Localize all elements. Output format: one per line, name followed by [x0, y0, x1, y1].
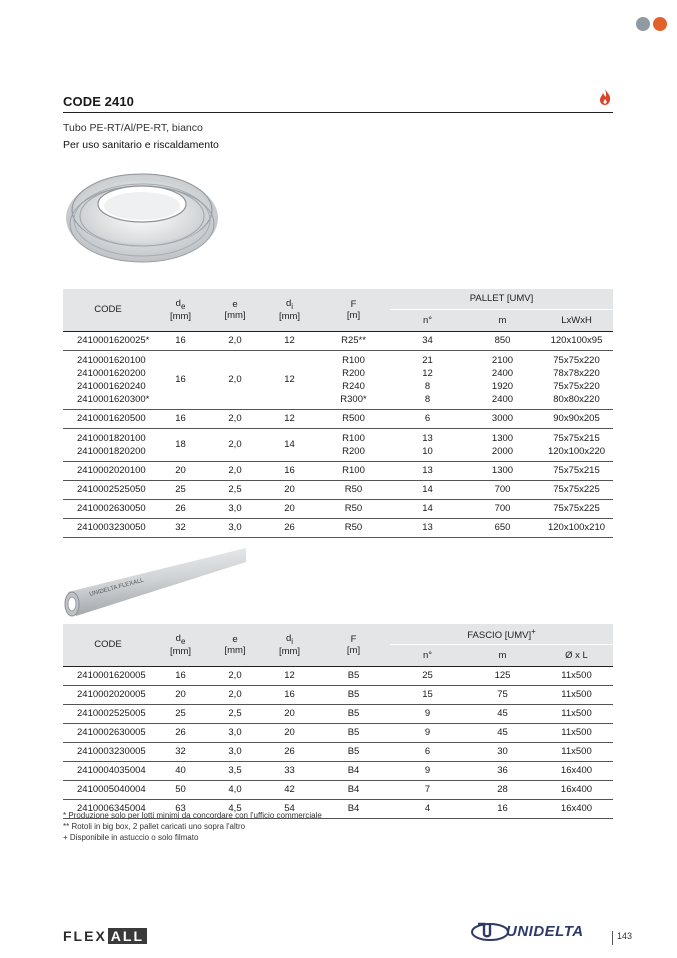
cell-de: 50	[175, 784, 186, 795]
cell-e: 4,0	[228, 784, 242, 795]
page-title: CODE 2410	[63, 94, 134, 109]
cell-m-line: 2400	[491, 367, 514, 379]
cell-dim	[540, 331, 613, 350]
table-row	[63, 742, 613, 761]
cell-e: 2,5	[228, 708, 242, 719]
cell-n	[390, 461, 465, 480]
cell-f: B5	[347, 689, 360, 700]
cell-n-line: 12	[422, 367, 433, 379]
cell-code-line: 2410001620025*	[77, 335, 150, 346]
cell-di: 33	[284, 765, 295, 776]
table-row	[63, 666, 613, 685]
cell-f: B5	[347, 727, 360, 738]
cell-dim-line: 75x75x215	[553, 465, 600, 476]
cell-di: 12	[284, 374, 295, 385]
col-dim: LxWxH	[540, 309, 613, 331]
cell-m: 45	[497, 727, 508, 738]
cell-f-line: R50	[344, 503, 363, 514]
cell-dim	[540, 461, 613, 480]
cell-code	[63, 499, 153, 518]
table-row	[63, 704, 613, 723]
cell-code	[63, 518, 153, 537]
cell-m-line: 700	[494, 484, 511, 495]
cell-dim: 16x400	[560, 803, 593, 814]
cell-code-line: 2410001620240	[77, 380, 146, 392]
cell-f	[317, 480, 390, 499]
cell-m: 16	[497, 803, 508, 814]
cell-n	[390, 331, 465, 350]
cell-di: 16	[284, 465, 295, 476]
cell-n-line: 8	[424, 380, 431, 392]
cell-m-line: 700	[494, 503, 511, 514]
cell-n-line: 10	[422, 445, 433, 457]
cell-e: 3,5	[228, 765, 242, 776]
cell-di: 20	[284, 708, 295, 719]
cell-code	[63, 461, 153, 480]
cell-di: 16	[284, 689, 295, 700]
grid-category-icon	[636, 17, 650, 31]
cell-di: 12	[284, 335, 295, 346]
cell-m	[465, 350, 540, 409]
table-row	[63, 480, 613, 499]
cell-n: 15	[422, 689, 433, 700]
cell-n	[390, 480, 465, 499]
cell-f	[317, 331, 390, 350]
bundle-table	[63, 624, 613, 819]
cell-dim-line: 120x100x220	[547, 445, 606, 457]
cell-n: 25	[422, 670, 433, 681]
pallet-table	[63, 289, 613, 538]
flame-icon	[598, 88, 612, 106]
product-usage: Per uso sanitario e riscaldamento	[63, 139, 219, 151]
cell-dim-line: 78x78x220	[553, 367, 600, 379]
cell-n-line: 13	[422, 432, 433, 444]
cell-m-line: 3000	[491, 413, 514, 424]
cell-f: B4	[347, 803, 360, 814]
pipe-coil-image	[62, 160, 222, 270]
cell-de: 26	[175, 727, 186, 738]
cell-n-line: 21	[422, 354, 433, 366]
cell-f: B5	[347, 746, 360, 757]
cell-m-line: 1300	[491, 432, 514, 444]
cell-f	[317, 518, 390, 537]
cell-f-line: R200	[342, 445, 365, 457]
cell-de: 40	[175, 765, 186, 776]
cell-n-line: 13	[422, 522, 433, 533]
cell-f: B4	[347, 765, 360, 776]
cell-e: 2,0	[228, 689, 242, 700]
cell-m	[465, 409, 540, 428]
cell-n: 4	[424, 803, 431, 814]
cell-code	[63, 428, 153, 461]
cell-code	[63, 480, 153, 499]
cell-code	[63, 350, 153, 409]
table-row	[63, 331, 613, 350]
table-row	[63, 518, 613, 537]
cell-dim-line: 75x75x220	[553, 380, 600, 392]
cell-dim-line: 120x100x210	[547, 522, 606, 533]
cell-m: 36	[497, 765, 508, 776]
cell-dim: 11x500	[561, 670, 592, 681]
cell-di: 12	[284, 670, 295, 681]
cell-m: 75	[497, 689, 508, 700]
col-e: e [mm]	[208, 289, 262, 331]
straight-pipe-image	[62, 544, 248, 622]
table-row	[63, 685, 613, 704]
cell-m-line: 650	[494, 522, 511, 533]
col-di: $d_i$ [mm]	[262, 624, 317, 666]
cell-n-line: 6	[424, 413, 431, 424]
flexall-logo: FLEX ALL	[63, 928, 147, 944]
cell-m-line: 1920	[491, 380, 514, 392]
cell-f	[317, 409, 390, 428]
cell-dim	[540, 499, 613, 518]
cell-e: 2,0	[228, 439, 242, 450]
col-group-fascio: FASCIO [UMV]+	[390, 624, 613, 644]
cell-di: 26	[284, 522, 295, 533]
cell-code-line: 2410001820200	[77, 445, 146, 457]
cell-di: 54	[284, 803, 295, 814]
cell-m	[465, 518, 540, 537]
cell-n	[390, 409, 465, 428]
cell-n-line: 14	[422, 484, 433, 495]
cell-code: 2410006345004	[77, 803, 146, 814]
cell-di: 20	[284, 727, 295, 738]
category-icons	[636, 17, 667, 31]
cell-f: B4	[347, 784, 360, 795]
cell-code-line: 2410002630050	[77, 503, 146, 514]
cell-code: 2410002020005	[77, 689, 146, 700]
footnote: + Disponibile in astuccio o solo filmato	[63, 833, 199, 842]
footnote: * Produzione solo per lotti minimi da concordare con l'ufficio commerciale	[63, 811, 322, 820]
cell-e: 3,0	[228, 503, 242, 514]
cell-f	[317, 428, 390, 461]
table-row	[63, 761, 613, 780]
cell-dim: 16x400	[560, 765, 593, 776]
cell-dim-line: 80x80x220	[553, 393, 600, 405]
cell-di: 20	[284, 503, 295, 514]
cell-e: 3,0	[228, 727, 242, 738]
cell-m	[465, 461, 540, 480]
table-row	[63, 461, 613, 480]
col-de: $d_e$ [mm]	[153, 289, 208, 331]
unidelta-logo: UNIDELTA	[470, 920, 584, 942]
cell-dim: 11x500	[561, 689, 592, 700]
cell-m: 125	[494, 670, 511, 681]
cell-e: 2,0	[228, 374, 242, 385]
footer-divider	[612, 931, 613, 945]
col-code: CODE	[63, 289, 153, 331]
cell-code-line: 2410002525050	[77, 484, 146, 495]
table-row	[63, 409, 613, 428]
cell-dim-line: 75x75x225	[553, 503, 600, 514]
cell-de: 25	[175, 708, 186, 719]
cell-de: 16	[175, 335, 186, 346]
title-divider	[63, 112, 613, 113]
cell-f: B5	[347, 708, 360, 719]
cell-e: 4,5	[228, 803, 242, 814]
cell-de: 26	[175, 503, 186, 514]
cell-code-line: 2410001620100	[77, 354, 146, 366]
cell-dim: 16x400	[560, 784, 593, 795]
cell-m	[465, 499, 540, 518]
cell-dim	[540, 350, 613, 409]
col-m: m	[465, 644, 540, 666]
cell-e: 3,0	[228, 522, 242, 533]
col-e: e [mm]	[208, 624, 262, 666]
table-row	[63, 499, 613, 518]
cell-code-line: 2410001620200	[77, 367, 146, 379]
cell-f-line: R100	[342, 432, 365, 444]
cell-e: 2,0	[228, 670, 242, 681]
cell-m-line: 2400	[491, 393, 514, 405]
unidelta-mark-icon	[470, 920, 510, 942]
col-code: CODE	[63, 624, 153, 666]
cell-code: 2410004035004	[77, 765, 146, 776]
pipe-print-text: UNIDELTA FLEXALL	[88, 577, 145, 598]
cell-dim-line: 75x75x220	[553, 354, 600, 366]
cell-code	[63, 409, 153, 428]
cell-code: 2410001620005	[77, 670, 146, 681]
cell-code: 2410003230005	[77, 746, 146, 757]
cell-n-line: 34	[422, 335, 433, 346]
cell-n: 9	[424, 727, 431, 738]
cell-dim-line: 90x90x205	[553, 413, 600, 424]
col-f: F [m]	[317, 289, 390, 331]
cell-n-line: 14	[422, 503, 433, 514]
col-f: F [m]	[317, 624, 390, 666]
cell-de: 16	[175, 413, 186, 424]
cell-m-line: 2000	[491, 445, 514, 457]
cell-n: 9	[424, 708, 431, 719]
cell-m	[465, 480, 540, 499]
col-n: n°	[390, 309, 465, 331]
table-row	[63, 350, 613, 409]
cell-code-line: 2410003230050	[77, 522, 146, 533]
cell-code-line: 2410001620500	[77, 413, 146, 424]
cell-e: 2,5	[228, 484, 242, 495]
col-di: $d_i$ [mm]	[262, 289, 317, 331]
cell-code	[63, 331, 153, 350]
cell-f-line: R50	[344, 484, 363, 495]
cell-f	[317, 461, 390, 480]
cell-de: 32	[175, 746, 186, 757]
cell-n: 6	[424, 746, 431, 757]
cell-m: 45	[497, 708, 508, 719]
cell-f: B5	[347, 670, 360, 681]
cell-di: 20	[284, 484, 295, 495]
cell-dim	[540, 428, 613, 461]
cell-code-line: 2410001620300*	[77, 393, 150, 405]
cell-m: 30	[497, 746, 508, 757]
table-row	[63, 428, 613, 461]
cell-n: 9	[424, 765, 431, 776]
cell-code: 2410002630005	[77, 727, 146, 738]
cell-code: 2410002525005	[77, 708, 146, 719]
cell-n-line: 13	[422, 465, 433, 476]
cell-m-line: 1300	[491, 465, 514, 476]
cell-dim	[540, 480, 613, 499]
cell-e: 3,0	[228, 746, 242, 757]
cell-dim: 11x500	[561, 727, 592, 738]
cell-dim-line: 120x100x95	[550, 335, 603, 346]
cell-di: 12	[284, 413, 295, 424]
cell-f-line: R25**	[341, 335, 366, 346]
cell-f-line: R240	[342, 380, 365, 392]
cell-de: 18	[175, 439, 186, 450]
cell-n-line: 8	[424, 393, 431, 405]
cell-f	[317, 350, 390, 409]
cell-de: 20	[175, 465, 186, 476]
footnotes	[63, 810, 322, 843]
cell-n	[390, 499, 465, 518]
cell-n	[390, 518, 465, 537]
heating-category-icon	[653, 17, 667, 31]
cell-de: 25	[175, 484, 186, 495]
col-group-pallet: PALLET [UMV]	[390, 289, 613, 309]
cell-m-line: 2100	[491, 354, 514, 366]
cell-m: 28	[497, 784, 508, 795]
cell-m	[465, 331, 540, 350]
cell-e: 2,0	[228, 465, 242, 476]
cell-f-line: R50	[344, 522, 363, 533]
cell-dim: 11x500	[561, 746, 592, 757]
col-m: m	[465, 309, 540, 331]
table-row	[63, 780, 613, 799]
cell-de: 63	[175, 803, 186, 814]
cell-di: 26	[284, 746, 295, 757]
cell-e: 2,0	[228, 413, 242, 424]
cell-de: 16	[175, 670, 186, 681]
cell-dim	[540, 518, 613, 537]
col-dim: Ø x L	[540, 644, 613, 666]
table-row	[63, 723, 613, 742]
cell-n	[390, 428, 465, 461]
cell-m-line: 850	[494, 335, 511, 346]
cell-code: 2410005040004	[77, 784, 146, 795]
cell-f-line: R500	[342, 413, 365, 424]
footnote: ** Rotoli in big box, 2 pallet caricati uno sopra l'altro	[63, 822, 246, 831]
cell-f-line: R300*	[340, 393, 367, 405]
cell-de: 32	[175, 522, 186, 533]
cell-code-line: 2410001820100	[77, 432, 146, 444]
cell-de: 16	[175, 374, 186, 385]
cell-f-line: R200	[342, 367, 365, 379]
cell-n	[390, 350, 465, 409]
col-n: n°	[390, 644, 465, 666]
cell-dim	[540, 409, 613, 428]
cell-f-line: R100	[342, 354, 365, 366]
cell-di: 42	[284, 784, 295, 795]
cell-code-line: 2410002020100	[77, 465, 146, 476]
product-description: Tubo PE-RT/Al/PE-RT, bianco	[63, 122, 203, 134]
cell-m	[465, 428, 540, 461]
page-number: 143	[617, 931, 633, 941]
cell-dim-line: 75x75x215	[553, 432, 600, 444]
cell-f-line: R100	[342, 465, 365, 476]
col-de: $d_e$ [mm]	[153, 624, 208, 666]
cell-de: 20	[175, 689, 186, 700]
cell-e: 2,0	[228, 335, 242, 346]
cell-dim: 11x500	[561, 708, 592, 719]
cell-f	[317, 499, 390, 518]
cell-dim-line: 75x75x225	[553, 484, 600, 495]
cell-di: 14	[284, 439, 295, 450]
cell-n: 7	[424, 784, 431, 795]
